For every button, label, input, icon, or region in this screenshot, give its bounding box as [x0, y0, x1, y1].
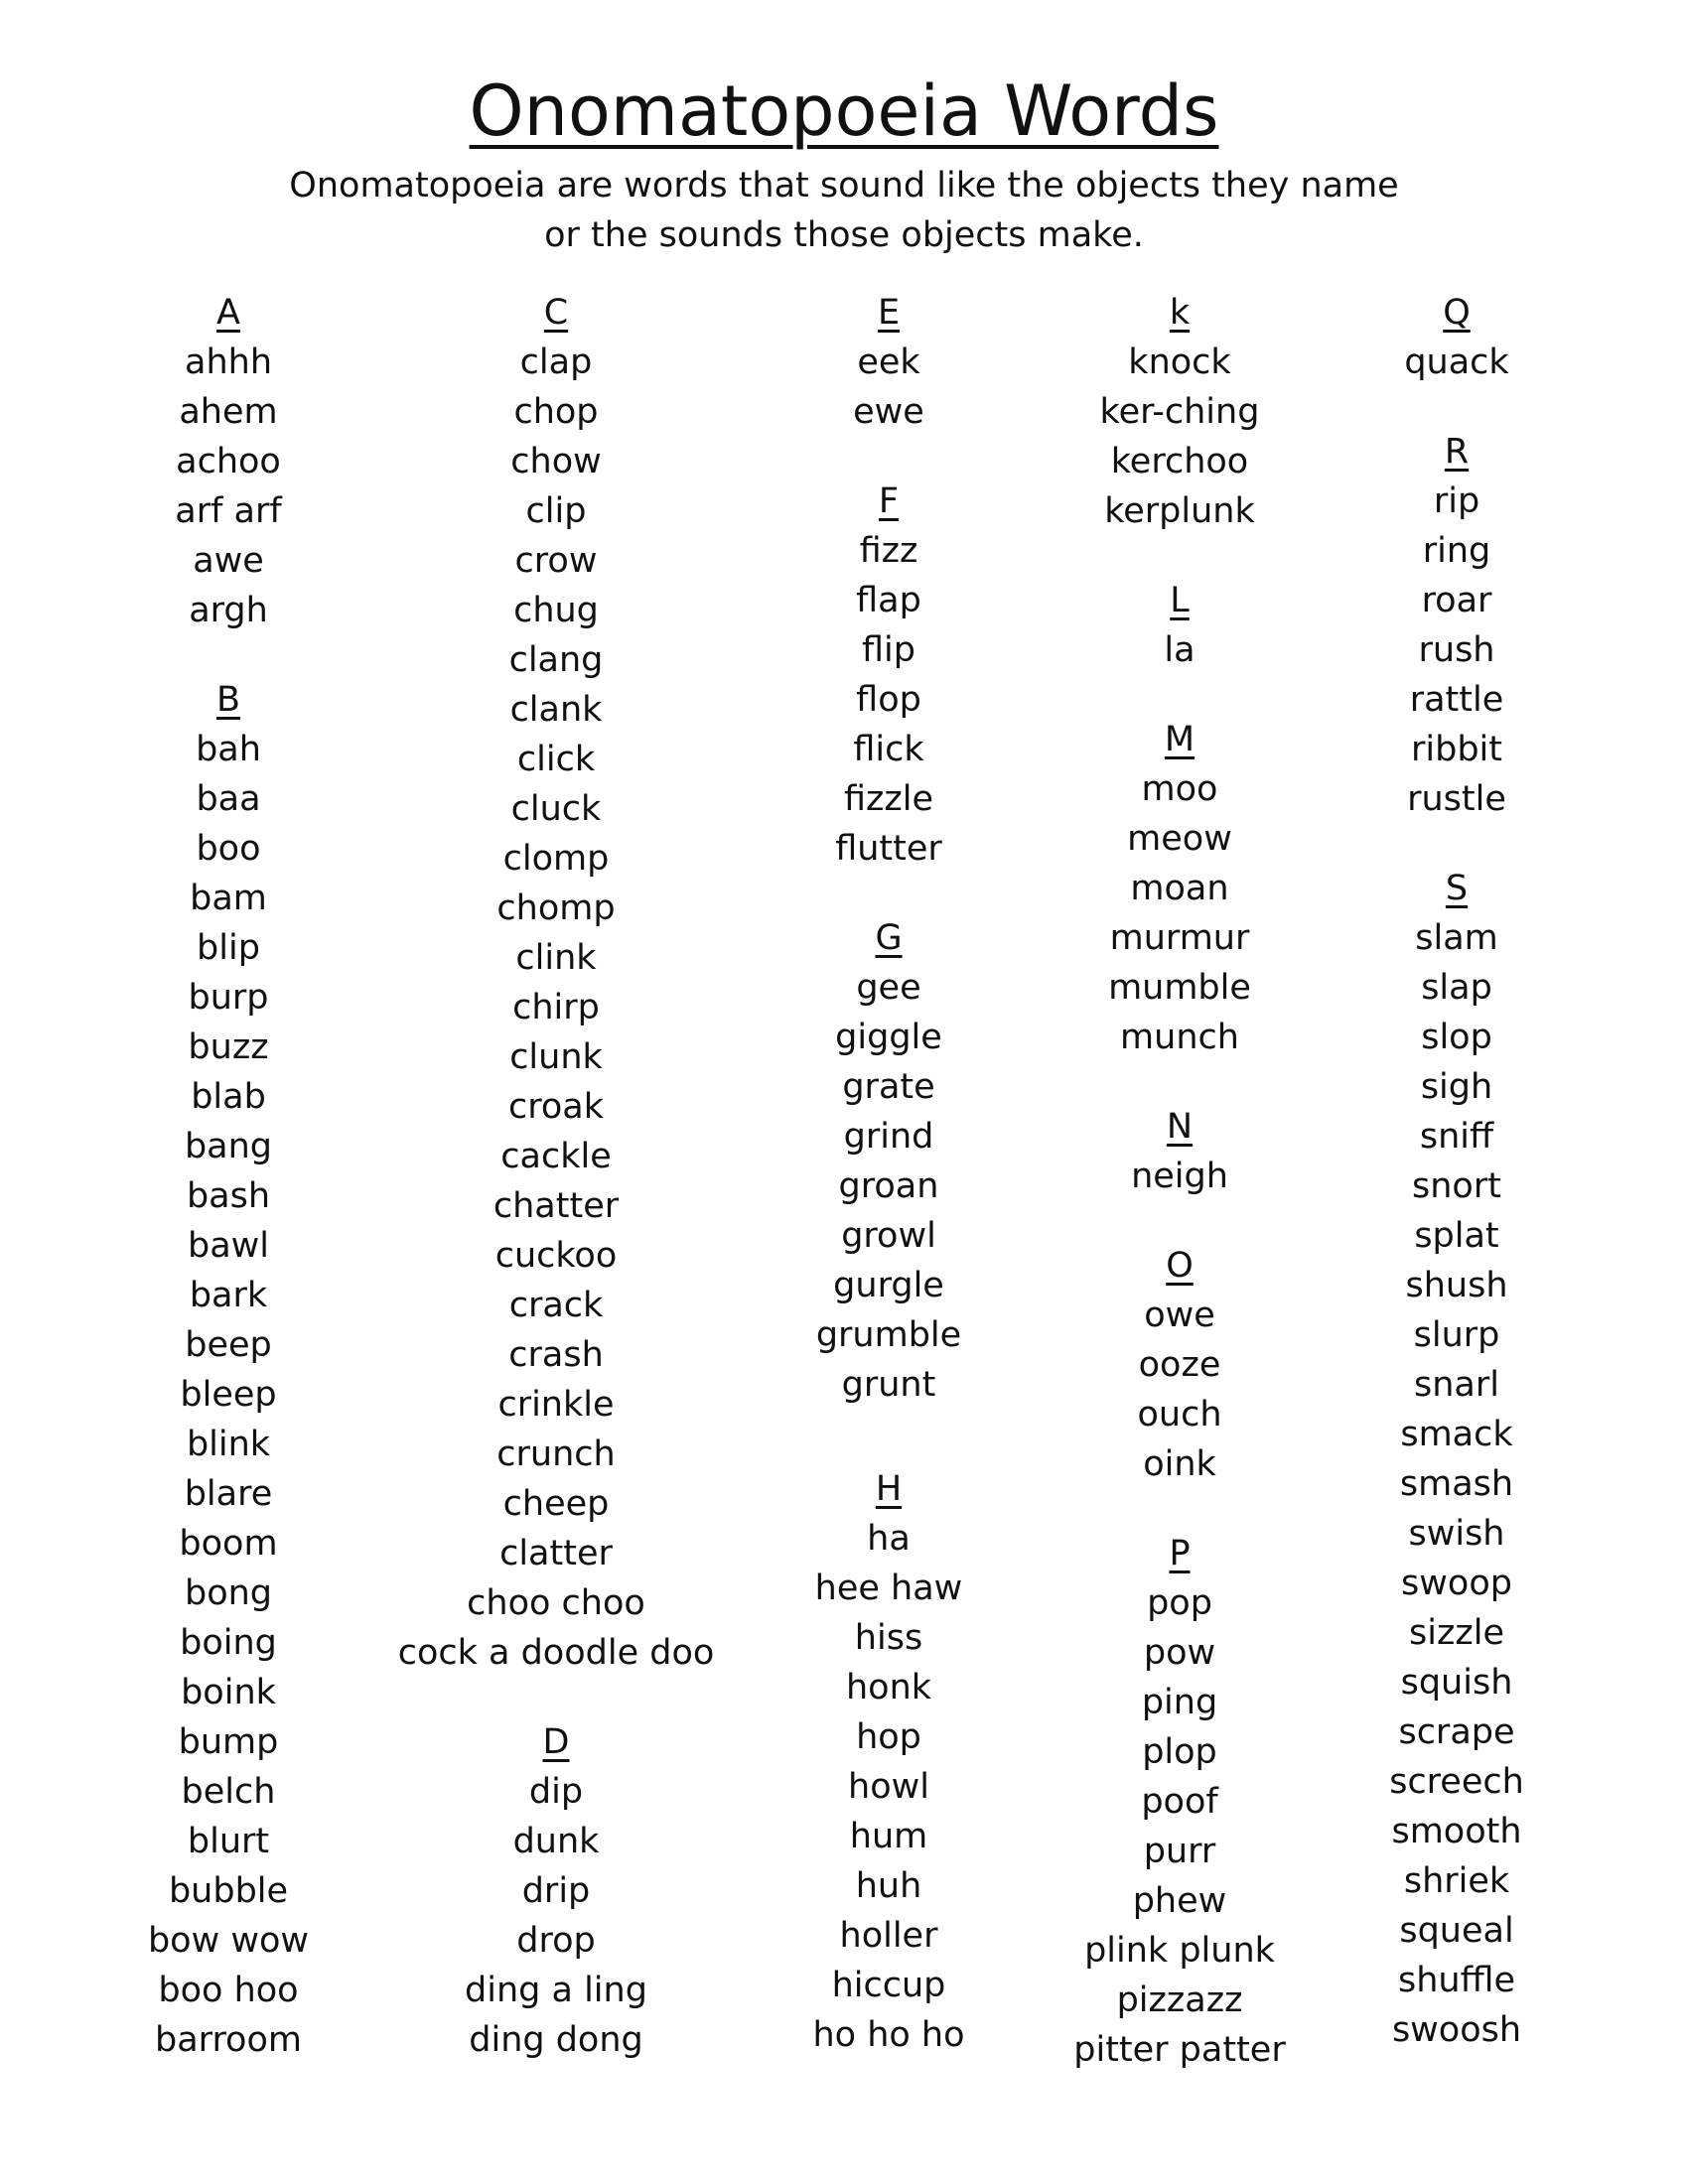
letter-heading — [60, 288, 397, 338]
word-item: quack — [1404, 342, 1509, 382]
word-item: crack — [508, 1286, 604, 1325]
group-gap — [1288, 387, 1625, 427]
word-item: beep — [185, 1325, 272, 1365]
letter-heading — [1288, 288, 1625, 338]
word-item: boo — [196, 829, 261, 869]
word-item: sigh — [1420, 1067, 1493, 1107]
word-item: fizzle — [843, 779, 934, 819]
word-item: shush — [1405, 1266, 1508, 1305]
word-column-2 — [387, 288, 725, 2065]
word-item: choo choo — [467, 1583, 645, 1623]
word-item: clink — [515, 938, 597, 978]
word-item: clip — [525, 491, 587, 531]
subtitle-line-2: or the sounds those objects make. — [544, 215, 1144, 255]
word-item: drop — [516, 1921, 596, 1961]
letter-heading — [60, 675, 397, 725]
letter-heading — [720, 913, 1057, 963]
word-item: giggle — [835, 1018, 942, 1057]
word-column-1 — [60, 288, 397, 2065]
word-item: huh — [855, 1866, 922, 1906]
letter-heading — [720, 1464, 1057, 1514]
letter-heading — [1288, 427, 1625, 477]
word-item: crash — [508, 1335, 604, 1375]
word-item: bah — [196, 730, 261, 769]
word-item: crow — [514, 541, 598, 581]
word-item: bawl — [187, 1226, 269, 1266]
word-item: gurgle — [833, 1266, 944, 1305]
word-item: bam — [190, 879, 267, 918]
word-item: baa — [196, 779, 261, 819]
word-item: bump — [178, 1722, 279, 1762]
letter-heading-text: Q — [1443, 293, 1471, 333]
word-item: moo — [1141, 769, 1218, 809]
letter-heading-text: O — [1166, 1246, 1194, 1286]
word-item: hop — [856, 1717, 921, 1757]
word-item: slurp — [1413, 1315, 1500, 1355]
word-item: owe — [1144, 1296, 1215, 1335]
word-item: shriek — [1403, 1861, 1510, 1901]
word-item: hee haw — [814, 1569, 963, 1608]
word-item: poof — [1141, 1782, 1218, 1822]
word-item: knock — [1128, 342, 1231, 382]
word-item: cluck — [510, 789, 602, 829]
word-item: murmur — [1109, 918, 1250, 958]
word-item: bash — [186, 1176, 271, 1216]
letter-heading-text: N — [1166, 1107, 1194, 1147]
word-item: clank — [509, 690, 603, 730]
group-gap — [720, 874, 1057, 913]
word-item: grunt — [841, 1365, 936, 1405]
word-item: clap — [519, 342, 593, 382]
word-item: pizzazz — [1116, 1980, 1243, 2020]
word-item: blurt — [187, 1822, 270, 1861]
letter-heading-text: B — [215, 680, 240, 720]
word-item: grind — [843, 1117, 934, 1157]
word-item: sniff — [1419, 1117, 1494, 1157]
letter-heading-text: P — [1169, 1534, 1191, 1573]
word-item: smack — [1400, 1415, 1513, 1454]
word-item: ribbit — [1411, 730, 1502, 769]
word-item: clunk — [509, 1037, 603, 1077]
word-item: blab — [191, 1077, 266, 1117]
word-item: cuckoo — [494, 1236, 618, 1276]
letter-heading — [387, 1717, 725, 1767]
word-item: squish — [1400, 1663, 1513, 1703]
word-item: chop — [513, 392, 599, 432]
word-item: rip — [1433, 481, 1480, 521]
word-item: plink plunk — [1084, 1931, 1275, 1971]
word-item: ahem — [179, 392, 278, 432]
word-item: dip — [528, 1772, 584, 1812]
word-item: shuffle — [1398, 1961, 1515, 2000]
word-item: chomp — [496, 888, 616, 928]
word-item: awe — [193, 541, 264, 581]
word-item: pow — [1143, 1633, 1216, 1673]
group-gap — [720, 437, 1057, 477]
word-item: hiccup — [831, 1966, 946, 2005]
word-item: rattle — [1409, 680, 1504, 720]
word-item: snarl — [1414, 1365, 1499, 1405]
word-item: crunch — [496, 1434, 616, 1474]
word-item: bleep — [180, 1375, 277, 1415]
letter-heading-text: S — [1445, 869, 1469, 908]
word-item: bong — [184, 1573, 273, 1613]
word-item: meow — [1127, 819, 1232, 859]
letter-heading — [387, 288, 725, 338]
letter-heading-text: H — [875, 1469, 903, 1509]
word-item: flip — [862, 630, 915, 670]
word-item: snort — [1412, 1166, 1501, 1206]
word-item: ouch — [1137, 1395, 1222, 1434]
word-item: clatter — [499, 1534, 613, 1573]
word-item: ding dong — [469, 2020, 643, 2060]
word-item: pitter patter — [1073, 2030, 1286, 2070]
letter-heading-text: G — [875, 918, 903, 958]
word-item: pop — [1147, 1583, 1212, 1623]
word-item: neigh — [1131, 1157, 1228, 1196]
word-item: ewe — [853, 392, 924, 432]
word-item: dunk — [512, 1822, 600, 1861]
word-item: swoosh — [1391, 2010, 1522, 2050]
word-item: ker-ching — [1099, 392, 1260, 432]
word-item: eek — [857, 342, 920, 382]
word-column-5 — [1288, 288, 1625, 2055]
word-item: grumble — [815, 1315, 962, 1355]
group-gap — [720, 1410, 1057, 1464]
word-item: swish — [1408, 1514, 1505, 1554]
word-item: phew — [1132, 1881, 1227, 1921]
word-item: flick — [853, 730, 924, 769]
word-item: ho ho ho — [812, 2015, 965, 2055]
word-column-3 — [720, 288, 1057, 2060]
word-item: barroom — [155, 2020, 302, 2060]
word-item: howl — [848, 1767, 929, 1807]
word-item: chug — [513, 591, 599, 630]
letter-heading-text: L — [1170, 581, 1190, 620]
word-item: chow — [510, 442, 602, 481]
word-item: rustle — [1407, 779, 1506, 819]
word-item: boom — [179, 1524, 278, 1564]
letter-heading-text: E — [877, 293, 901, 333]
letter-heading-text: M — [1164, 720, 1196, 759]
word-item: flutter — [835, 829, 942, 869]
word-item: flop — [856, 680, 921, 720]
word-item: bang — [184, 1127, 273, 1166]
word-item: burp — [188, 978, 269, 1018]
word-item: growl — [841, 1216, 936, 1256]
word-item: honk — [845, 1668, 932, 1707]
word-item: chatter — [492, 1186, 620, 1226]
word-item: slop — [1421, 1018, 1492, 1057]
word-item: swoop — [1401, 1564, 1512, 1603]
letter-heading-text: F — [878, 481, 900, 521]
word-item: munch — [1120, 1018, 1239, 1057]
letter-heading-text: D — [542, 1722, 570, 1762]
letter-heading — [1288, 864, 1625, 913]
word-item: roar — [1421, 581, 1492, 620]
word-item: boink — [181, 1673, 276, 1712]
word-item: click — [516, 740, 596, 779]
word-item: croak — [508, 1087, 604, 1127]
word-item: drip — [521, 1871, 591, 1911]
letter-heading-text: A — [216, 293, 240, 333]
word-item: hum — [849, 1817, 928, 1856]
word-item: bow wow — [147, 1921, 310, 1961]
word-item: clomp — [502, 839, 610, 879]
word-item: cheep — [502, 1484, 610, 1524]
word-item: groan — [838, 1166, 939, 1206]
word-item: slam — [1415, 918, 1498, 958]
word-item: buzz — [188, 1027, 269, 1067]
word-item: belch — [181, 1772, 276, 1812]
word-item: screech — [1389, 1762, 1524, 1802]
word-item: ring — [1422, 531, 1491, 571]
word-item: crinkle — [497, 1385, 615, 1425]
word-item: scrape — [1398, 1712, 1515, 1752]
word-item: clang — [508, 640, 604, 680]
letter-heading-text: R — [1444, 432, 1470, 472]
group-gap — [60, 635, 397, 675]
word-item: blip — [197, 928, 260, 968]
letter-heading — [720, 288, 1057, 338]
letter-heading-text: k — [1169, 293, 1191, 333]
word-item: squeal — [1399, 1911, 1514, 1951]
word-item: bark — [189, 1276, 268, 1315]
word-item: achoo — [176, 442, 281, 481]
word-item: ding a ling — [465, 1971, 647, 2010]
word-item: boing — [180, 1623, 277, 1663]
word-item: smooth — [1391, 1812, 1522, 1851]
word-item: argh — [189, 591, 268, 630]
word-item: flap — [856, 581, 921, 620]
word-item: cackle — [500, 1137, 612, 1176]
page-title — [0, 69, 1688, 153]
word-item: holler — [839, 1916, 938, 1956]
word-item: hiss — [854, 1618, 923, 1658]
word-item: slap — [1421, 968, 1492, 1008]
word-item: fizz — [859, 531, 918, 571]
word-item: plop — [1142, 1732, 1217, 1772]
word-item: blare — [184, 1474, 273, 1514]
word-item: mumble — [1108, 968, 1251, 1008]
word-item: chirp — [512, 988, 600, 1027]
word-item: la — [1164, 630, 1196, 670]
group-gap — [387, 1678, 725, 1717]
word-item: purr — [1143, 1832, 1216, 1871]
word-item: sizzle — [1409, 1613, 1504, 1653]
page-title-text: Onomatopoeia Words — [469, 70, 1219, 152]
word-item: kerplunk — [1104, 491, 1255, 531]
word-item: arf arf — [175, 491, 282, 531]
word-item: grate — [842, 1067, 935, 1107]
word-item: boo hoo — [158, 1971, 299, 2010]
word-item: ping — [1141, 1683, 1218, 1722]
word-item: blink — [186, 1425, 271, 1464]
letter-heading — [720, 477, 1057, 526]
word-item: splat — [1414, 1216, 1499, 1256]
word-item: oink — [1143, 1444, 1216, 1484]
word-item: rush — [1418, 630, 1495, 670]
word-item: ha — [867, 1519, 911, 1559]
word-item: bubble — [168, 1871, 289, 1911]
letter-heading-text: C — [543, 293, 569, 333]
word-item: smash — [1399, 1464, 1514, 1504]
group-gap — [1288, 824, 1625, 864]
subtitle-line-1: Onomatopoeia are words that sound like the objects they name — [289, 166, 1399, 205]
word-item: ahhh — [185, 342, 272, 382]
word-item: moan — [1130, 869, 1229, 908]
word-item: kerchoo — [1110, 442, 1249, 481]
word-item: ooze — [1138, 1345, 1221, 1385]
word-item: gee — [856, 968, 921, 1008]
word-item: cock a doodle doo — [397, 1633, 715, 1673]
